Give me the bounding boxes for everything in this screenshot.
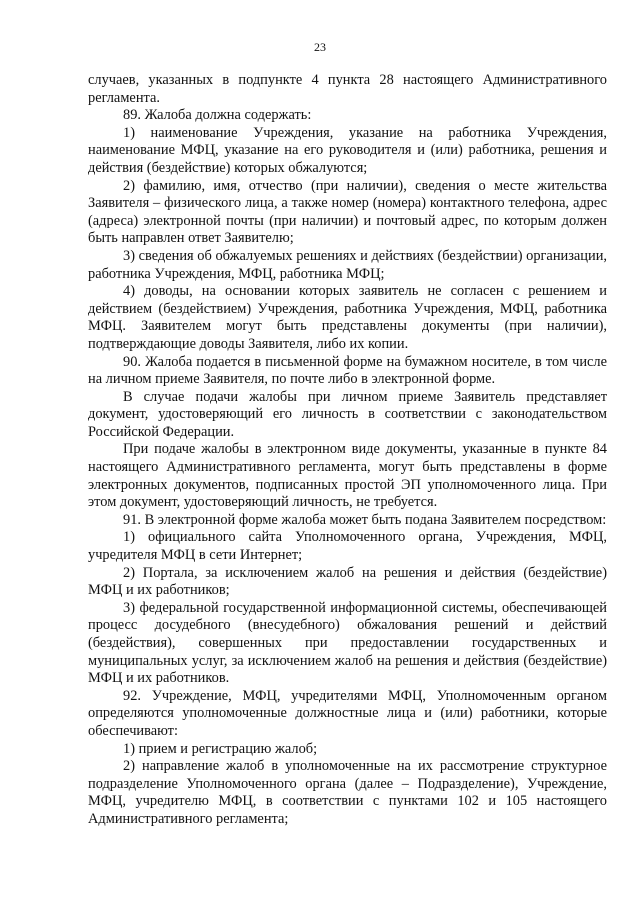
paragraph: 2) направление жалоб в уполномоченные на их рассмотрение структурное подразделение Уполномоченного органа (далее – Подразделение), Учреждение, МФЦ, учредителю МФЦ, в соответствии с пунктами 102 и 105 настоящего Административного регламента;	[88, 758, 607, 827]
document-body	[88, 72, 607, 829]
paragraph: 2) Портала, за исключением жалоб на решения и действия (бездействие) МФЦ и их работников;	[88, 564, 607, 599]
paragraph: 1) наименование Учреждения, указание на работника Учреждения, наименование МФЦ, указание на его руководителя и (или) работника, решения и действия (бездействие) которых обжалуются;	[88, 124, 607, 176]
paragraph: В случае подачи жалобы при личном приеме Заявитель представляет документ, удостоверяющий его личность в соответствии с законодательством Российской Федерации.	[88, 388, 607, 440]
paragraph: При подаче жалобы в электронном виде документы, указанные в пункте 84 настоящего Административного регламента, могут быть представлены в форме электронных документов, подписанных простой ЭП уполномоченного лица. При этом документ, удостоверяющий личность, не требуется.	[88, 441, 607, 511]
paragraph: 1) официального сайта Уполномоченного органа, Учреждения, МФЦ, учредителя МФЦ в сети Интернет;	[88, 529, 607, 564]
paragraph: 2) фамилию, имя, отчество (при наличии), сведения о месте жительства Заявителя – физического лица, а также номер (номера) контактного телефона, адрес (адреса) электронной почты (при наличии) и почтовый адрес, по которым должен быть направлен ответ Заявителю;	[88, 177, 607, 247]
paragraph: 4) доводы, на основании которых заявитель не согласен с решением и действием (бездействием) Учреждения, работника Учреждения, МФЦ, работника МФЦ. Заявителем могут быть представлены документы (при наличии), подтверждающие доводы Заявителя, либо их копии.	[88, 283, 607, 352]
page-number: 23	[314, 40, 326, 54]
paragraph: 3) федеральной государственной информационной системы, обеспечивающей процесс досудебного (внесудебного) обжалования решений и действий (бездействия), совершенных при предоставлении государственных и муниципальных услуг, за исключением жалоб на решения и действия (бездействие) МФЦ и их работников.	[88, 599, 607, 687]
paragraph: 92. Учреждение, МФЦ, учредителями МФЦ, Уполномоченным органом определяются уполномоченные должностные лица и (или) работники, которые обеспечивают:	[88, 687, 607, 739]
paragraph: 89. Жалоба должна содержать:	[123, 107, 312, 124]
paragraph: случаев, указанных в подпункте 4 пункта 28 настоящего Административного регламента.	[88, 72, 607, 106]
paragraph: 90. Жалоба подается в письменной форме на бумажном носителе, в том числе на личном приеме Заявителя, по почте либо в электронной форме.	[88, 353, 607, 388]
paragraph: 91. В электронной форме жалоба может быть подана Заявителем посредством:	[123, 511, 607, 528]
paragraph: 1) прием и регистрацию жалоб;	[123, 740, 318, 757]
paragraph: 3) сведения об обжалуемых решениях и действиях (бездействии) организации, работника Учреждения, МФЦ, работника МФЦ;	[88, 247, 607, 282]
